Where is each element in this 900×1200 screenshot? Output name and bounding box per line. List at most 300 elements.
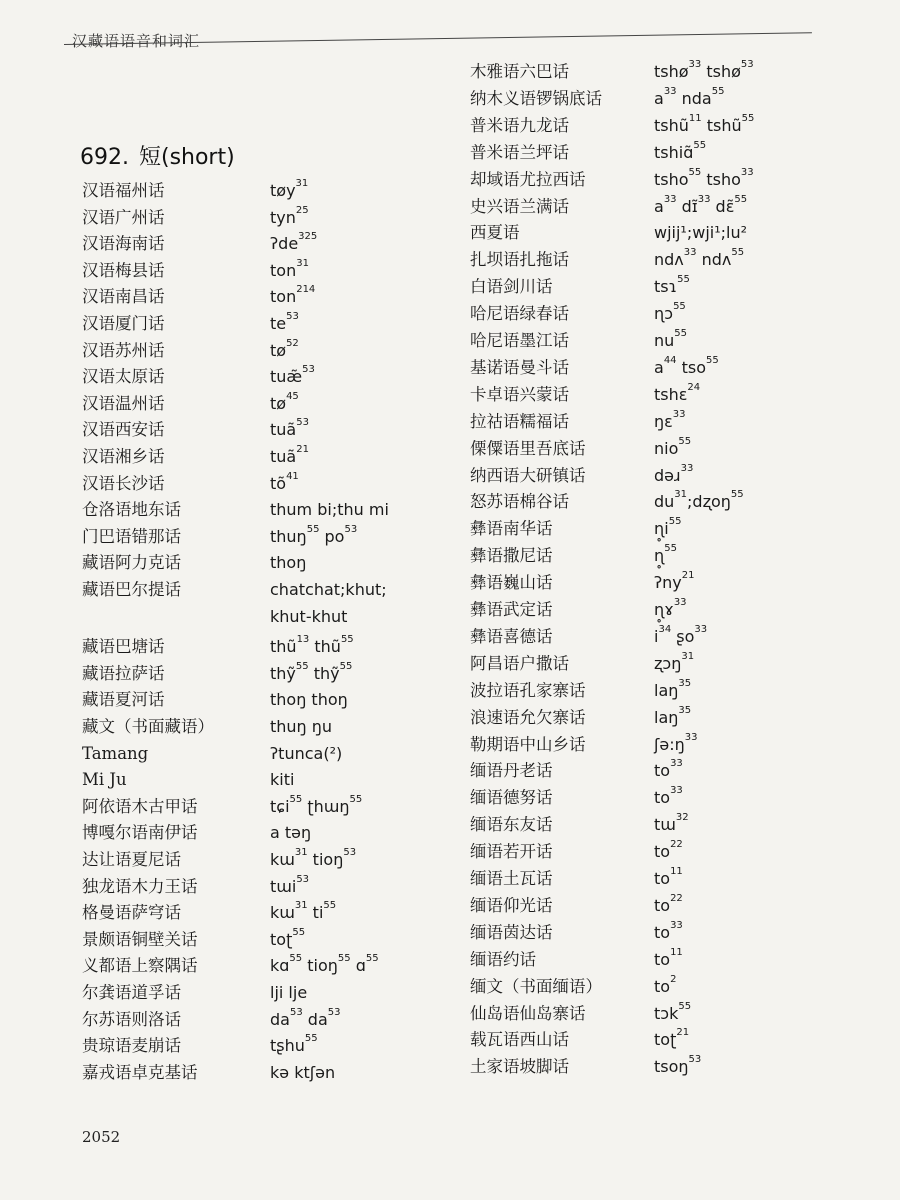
tone-mark: 55 <box>292 926 306 938</box>
language-name: 却域语尤拉西话 <box>470 169 586 189</box>
tone-mark: 55 <box>678 1000 692 1012</box>
tone-mark: 55 <box>668 516 682 528</box>
right-entry-row <box>470 650 695 674</box>
form-segment: tso <box>676 357 707 377</box>
word-form <box>654 812 689 835</box>
form-segment: thuŋ <box>270 526 307 546</box>
tone-mark: 55 <box>677 274 690 286</box>
right-entry-row <box>470 489 744 512</box>
tone-mark: 21 <box>681 570 695 582</box>
form-segment: dəɹ <box>654 465 681 485</box>
page-number: 2052 <box>82 1128 121 1146</box>
tone-mark: 41 <box>286 470 299 482</box>
language-name: 汉语福州话 <box>82 181 165 200</box>
tone-mark: 55 <box>323 900 337 912</box>
tone-mark: 33 <box>673 597 687 608</box>
language-name: 缅语茵达话 <box>470 922 553 942</box>
tone-mark: 55 <box>337 953 351 965</box>
language-name: 波拉语孔家寨话 <box>470 680 586 700</box>
tone-mark: 55 <box>295 660 309 672</box>
tone-mark: 21 <box>296 444 309 455</box>
language-name: 普米语九龙话 <box>470 115 569 135</box>
language-name: 傈僳语里吾底话 <box>470 438 586 458</box>
tone-mark: 53 <box>327 1006 341 1018</box>
form-segment: thuŋ ŋu <box>270 717 333 736</box>
right-entry-row <box>470 731 698 755</box>
form-segment: nda <box>676 88 712 108</box>
right-entry-row <box>470 677 692 701</box>
form-segment: thỹ <box>270 663 296 683</box>
language-name: 汉语海南话 <box>82 234 165 254</box>
right-entry-row <box>470 597 687 620</box>
word-form <box>654 919 683 943</box>
tone-mark: 33 <box>670 758 683 770</box>
word-form <box>654 301 686 324</box>
word-form <box>654 892 683 916</box>
form-segment: i <box>654 626 659 646</box>
form-segment: tshiɑ̃ <box>654 142 694 162</box>
form-segment: te <box>270 314 287 333</box>
right-entry-row <box>470 785 683 808</box>
form-segment: toʈ <box>270 929 293 949</box>
right-entry-row <box>470 919 683 943</box>
language-name: 汉语西安话 <box>82 420 165 440</box>
language-name: 尔龚语道孚话 <box>82 983 181 1002</box>
tone-mark: 55 <box>734 193 748 205</box>
right-entry-row <box>470 866 683 889</box>
form-segment: a <box>654 357 664 377</box>
right-entry-row <box>470 1000 692 1024</box>
form-segment: tshø <box>701 62 741 81</box>
language-name: 白语剑川话 <box>470 277 553 297</box>
form-segment: khut-khut <box>270 606 348 626</box>
tone-mark: 55 <box>741 112 755 124</box>
word-form <box>654 274 690 297</box>
language-name: 载瓦语西山话 <box>470 1030 569 1050</box>
right-entry-row <box>470 85 725 109</box>
form-segment: po <box>319 526 345 546</box>
language-name: 独龙语木力王话 <box>82 876 198 896</box>
tone-mark: 21 <box>676 1027 690 1039</box>
form-segment: thỹ <box>308 663 340 683</box>
form-segment: to <box>654 788 671 808</box>
word-form <box>654 328 688 351</box>
word-form <box>654 866 683 889</box>
word-form <box>654 704 692 728</box>
tone-mark: 33 <box>670 785 683 797</box>
language-name: 土家语坡脚话 <box>470 1057 569 1077</box>
tone-mark: 2 <box>670 973 677 985</box>
form-segment: thoŋ <box>270 553 307 573</box>
tone-mark: 55 <box>678 435 692 447</box>
form-segment: ɳ̥ <box>654 546 665 566</box>
right-entry-row <box>470 704 692 728</box>
form-segment: ʂo <box>671 626 695 646</box>
word-form <box>654 785 683 808</box>
right-entry-row <box>470 462 694 486</box>
form-segment: a təŋ <box>270 823 312 843</box>
word-form <box>654 650 695 674</box>
word-form <box>654 112 755 136</box>
language-name: 汉语温州话 <box>82 393 165 413</box>
form-segment: ʔtunca(²) <box>270 743 343 763</box>
language-name: 卡卓语兴蒙话 <box>470 384 569 404</box>
form-segment: kə ktʃən <box>270 1062 336 1082</box>
word-form <box>654 677 692 701</box>
form-segment: ti <box>307 903 324 923</box>
right-entry-row <box>470 543 678 566</box>
form-segment: tshɛ <box>654 384 688 404</box>
language-name: 彝语撒尼话 <box>470 546 553 566</box>
right-entry-row <box>470 274 690 297</box>
tone-mark: 55 <box>673 301 686 313</box>
form-segment: tuã <box>270 420 297 440</box>
word-form <box>654 489 744 512</box>
tone-mark: 55 <box>289 953 303 965</box>
form-segment: to <box>654 895 671 915</box>
tone-mark: 53 <box>343 847 357 858</box>
tone-mark: 55 <box>304 1033 318 1045</box>
language-name: 格曼语萨穹话 <box>82 903 181 923</box>
entry-gloss: 短(short) <box>138 145 235 170</box>
form-segment: tɯi <box>270 876 297 896</box>
language-name: 藏语巴塘话 <box>82 637 165 657</box>
form-segment: tøy <box>270 181 296 200</box>
tone-mark: 53 <box>296 873 310 885</box>
form-segment: tioŋ <box>307 850 344 869</box>
form-segment: ʐɔŋ <box>654 653 682 673</box>
word-form <box>654 1027 690 1050</box>
language-name: 尔苏语则洛话 <box>82 1009 181 1029</box>
tone-mark: 55 <box>711 85 725 97</box>
form-segment: ton <box>270 260 297 280</box>
language-name: 基诺语曼斗话 <box>470 357 569 377</box>
form-segment: ɳɔ <box>654 304 674 324</box>
tone-mark: 55 <box>365 953 379 965</box>
form-segment: wjij¹;wji¹;lu² <box>654 223 748 243</box>
right-entry-row <box>470 223 747 243</box>
form-segment: thoŋ thoŋ <box>270 690 348 710</box>
tone-mark: 214 <box>296 284 316 296</box>
word-form <box>654 623 708 647</box>
tone-mark: 53 <box>286 311 299 322</box>
language-name: 门巴语错那话 <box>82 526 181 546</box>
tone-mark: 33 <box>680 462 694 474</box>
form-segment: da <box>302 1009 328 1029</box>
form-segment: ʃə:ŋ <box>654 734 685 754</box>
right-entry-row <box>470 139 707 163</box>
language-name: 藏语巴尔提话 <box>82 580 181 599</box>
tone-mark: 11 <box>670 866 683 877</box>
form-segment: kiti <box>270 770 295 790</box>
language-name: Tamang <box>82 743 149 763</box>
form-segment: kɑ <box>270 956 290 976</box>
form-segment: to <box>654 922 671 942</box>
language-name: 阿依语木古甲话 <box>82 796 198 816</box>
form-segment: toʈ <box>654 1030 677 1050</box>
tone-mark: 325 <box>298 231 318 243</box>
form-segment: dɛ̃ <box>710 196 735 216</box>
right-entry-row <box>470 328 688 351</box>
right-entry-row <box>470 946 683 970</box>
word-form <box>654 381 701 405</box>
entry-number: 692. <box>80 145 129 170</box>
form-segment: tioŋ <box>302 956 338 976</box>
word-form <box>654 247 745 270</box>
language-name: 彝语南华话 <box>470 519 553 539</box>
tone-mark: 55 <box>688 166 702 178</box>
form-segment: ton <box>270 287 297 307</box>
language-name: 达让语夏尼话 <box>82 850 181 869</box>
language-name: 纳西语大研镇话 <box>470 465 586 485</box>
form-segment: tsɿ <box>654 277 678 297</box>
right-entry-row <box>470 193 748 217</box>
right-entry-row <box>470 435 692 459</box>
form-segment: to <box>654 842 671 862</box>
tone-mark: 55 <box>730 489 744 501</box>
language-name: 缅语土瓦话 <box>470 869 553 888</box>
right-entry-row <box>470 516 682 539</box>
tone-mark: 33 <box>672 408 686 420</box>
word-form <box>654 1054 702 1077</box>
form-segment: ndʌ <box>654 250 684 270</box>
language-name: 藏文（书面藏语） <box>82 717 214 736</box>
form-segment: da <box>270 1009 290 1029</box>
form-segment: to <box>654 976 671 996</box>
form-segment: tø <box>270 340 287 360</box>
tone-mark: 33 <box>663 85 677 97</box>
language-name: 纳木义语锣锅底话 <box>470 88 602 108</box>
right-entry-row <box>470 301 686 324</box>
form-segment: to <box>654 949 671 969</box>
right-entry-row <box>470 892 683 916</box>
form-segment: ;dʐoŋ <box>687 492 731 512</box>
tone-mark: 55 <box>674 328 688 339</box>
form-segment: thũ <box>270 637 297 657</box>
tone-mark: 35 <box>678 677 692 689</box>
tone-mark: 52 <box>286 337 299 349</box>
word-form <box>654 354 719 378</box>
form-segment: to <box>654 869 671 888</box>
tone-mark: 53 <box>302 364 315 376</box>
language-name: 缅语德努话 <box>470 788 553 808</box>
form-segment: ɳ̥i <box>654 519 669 539</box>
form-segment: lji lje <box>270 983 308 1002</box>
form-segment: tsho <box>701 169 741 189</box>
language-name: 汉语苏州话 <box>82 340 165 360</box>
form-segment: tshũ <box>701 115 742 135</box>
form-segment: nu <box>654 331 675 350</box>
word-form <box>654 85 725 109</box>
word-form <box>654 597 687 620</box>
tone-mark: 55 <box>306 523 320 535</box>
running-head: 汉藏语语音和词汇 <box>72 32 201 50</box>
form-segment: laŋ <box>654 680 679 700</box>
tone-mark: 53 <box>740 59 754 70</box>
word-form <box>654 166 754 190</box>
language-name: 彝语巍山话 <box>470 573 553 593</box>
tone-mark: 55 <box>731 247 745 259</box>
language-name: 彝语喜德话 <box>470 626 553 646</box>
form-segment: ɑ <box>350 956 366 976</box>
language-name: 木雅语六巴话 <box>470 62 569 81</box>
form-segment: nio <box>654 438 679 458</box>
language-name: 扎坝语扎拖话 <box>470 250 569 270</box>
tone-mark: 53 <box>296 417 309 429</box>
tone-mark: 31 <box>674 489 688 501</box>
tone-mark: 53 <box>344 523 358 535</box>
language-name: 缅语东友话 <box>470 815 553 835</box>
form-segment: a <box>654 88 664 108</box>
language-name: 藏语阿力克话 <box>82 553 181 573</box>
tone-mark: 53 <box>289 1006 303 1018</box>
word-form <box>654 59 754 82</box>
tone-mark: 22 <box>670 839 683 851</box>
language-name: 缅文（书面缅语） <box>470 976 602 996</box>
form-segment: chatchat;khut; <box>270 580 387 599</box>
language-name: 汉语长沙话 <box>82 473 165 493</box>
right-entry-row <box>470 973 677 997</box>
language-name: 汉语南昌话 <box>82 287 165 307</box>
form-segment: dɪ̃ <box>676 196 698 216</box>
language-name: 缅语约话 <box>470 949 536 969</box>
word-form <box>654 223 747 243</box>
form-segment: ʈhɯŋ <box>302 796 350 816</box>
tone-mark: 35 <box>678 704 692 716</box>
language-name: 哈尼语墨江话 <box>470 331 569 350</box>
tone-mark: 55 <box>693 139 707 151</box>
language-name: 史兴语兰满话 <box>470 196 569 216</box>
word-form <box>654 543 678 566</box>
tone-mark: 55 <box>706 354 719 366</box>
right-entry-row <box>470 408 686 432</box>
right-entry-row <box>470 1054 702 1077</box>
tone-mark: 31 <box>295 178 309 189</box>
word-form <box>654 435 692 459</box>
form-segment: ʔny <box>654 573 682 593</box>
tone-mark: 22 <box>670 892 683 904</box>
language-name: 拉祜语糯福话 <box>470 411 569 431</box>
language-name: 缅语仰光话 <box>470 895 553 915</box>
word-form <box>654 570 695 593</box>
right-entry-row <box>470 247 745 270</box>
form-segment: a <box>654 196 664 216</box>
tone-mark: 11 <box>688 112 702 124</box>
language-name: 藏语夏河话 <box>82 690 165 710</box>
language-name: 汉语太原话 <box>82 367 165 387</box>
language-name: Mi Ju <box>82 770 127 790</box>
language-name: 义都语上察隅话 <box>82 956 198 976</box>
form-segment: ʔde <box>270 234 299 254</box>
word-form <box>654 516 682 539</box>
right-entry-row <box>470 381 701 405</box>
word-form <box>654 731 698 755</box>
form-segment: thum bi;thu mi <box>270 500 389 520</box>
tone-mark: 33 <box>670 919 683 931</box>
form-segment: tsho <box>654 169 689 189</box>
form-segment: ŋɛ <box>654 411 673 431</box>
tone-mark: 33 <box>697 193 711 205</box>
right-entry-row <box>470 570 695 593</box>
tone-mark: 53 <box>688 1054 702 1066</box>
language-name: 勒期语中山乡话 <box>470 734 586 754</box>
language-name: 汉语梅县话 <box>82 260 165 280</box>
tone-mark: 44 <box>663 354 677 366</box>
word-form <box>654 1000 692 1024</box>
word-form <box>654 139 707 163</box>
language-name: 缅语丹老话 <box>470 761 553 781</box>
language-name: 博嘎尔语南伊话 <box>82 823 198 843</box>
tone-mark: 24 <box>687 381 701 393</box>
word-form <box>654 408 686 432</box>
language-name: 西夏语 <box>470 223 520 243</box>
language-name: 汉语厦门话 <box>82 314 165 333</box>
form-segment: tʂhu <box>270 1036 305 1056</box>
form-segment: tõ <box>270 473 287 493</box>
form-segment: tshũ <box>654 115 689 135</box>
tone-mark: 33 <box>684 731 698 743</box>
language-name: 普米语兰坪话 <box>470 142 569 162</box>
language-name: 景颇语铜壁关话 <box>82 929 198 949</box>
language-name: 仙岛语仙岛寨话 <box>470 1003 586 1023</box>
word-form <box>654 946 683 970</box>
language-name: 贵琼语麦崩话 <box>82 1036 181 1056</box>
word-form <box>654 973 677 997</box>
right-entry-row <box>470 166 754 190</box>
right-entry-row <box>470 758 683 781</box>
form-segment: laŋ <box>654 707 679 727</box>
form-segment: du <box>654 492 675 512</box>
tone-mark: 11 <box>670 946 683 958</box>
word-form <box>654 839 683 862</box>
tone-mark: 55 <box>349 793 363 805</box>
word-form <box>654 193 748 217</box>
form-segment: tɔk <box>654 1003 679 1023</box>
form-segment: ndʌ <box>696 250 732 270</box>
language-name: 阿昌语户撒话 <box>470 653 569 673</box>
form-segment: tyn <box>270 207 296 227</box>
tone-mark: 32 <box>675 812 689 824</box>
right-entry-row <box>470 623 708 647</box>
form-segment: to <box>654 761 671 781</box>
language-name: 彝语武定话 <box>470 600 553 619</box>
tone-mark: 33 <box>663 193 677 205</box>
right-entry-row <box>470 1027 690 1050</box>
form-segment: tø <box>270 393 287 413</box>
right-entry-row <box>470 839 683 862</box>
word-form <box>654 462 694 486</box>
form-segment: tshø <box>654 62 689 81</box>
word-form <box>654 758 683 781</box>
tone-mark: 55 <box>339 660 353 672</box>
language-name: 汉语广州话 <box>82 207 165 227</box>
language-name: 藏语拉萨话 <box>82 663 165 683</box>
tone-mark: 31 <box>681 650 695 662</box>
tone-mark: 31 <box>296 257 309 269</box>
tone-mark: 33 <box>683 247 697 259</box>
tone-mark: 25 <box>295 204 309 216</box>
form-segment: tɯ <box>654 815 676 835</box>
right-entry-row <box>470 112 755 136</box>
tone-mark: 31 <box>294 900 308 912</box>
form-segment: kɯ <box>270 903 295 923</box>
tone-mark: 33 <box>694 623 708 635</box>
form-segment: kɯ <box>270 850 295 869</box>
language-name: 哈尼语绿春话 <box>470 304 569 324</box>
form-segment: tɕi <box>270 796 290 816</box>
form-segment: tuã <box>270 447 297 466</box>
tone-mark: 55 <box>664 543 678 555</box>
